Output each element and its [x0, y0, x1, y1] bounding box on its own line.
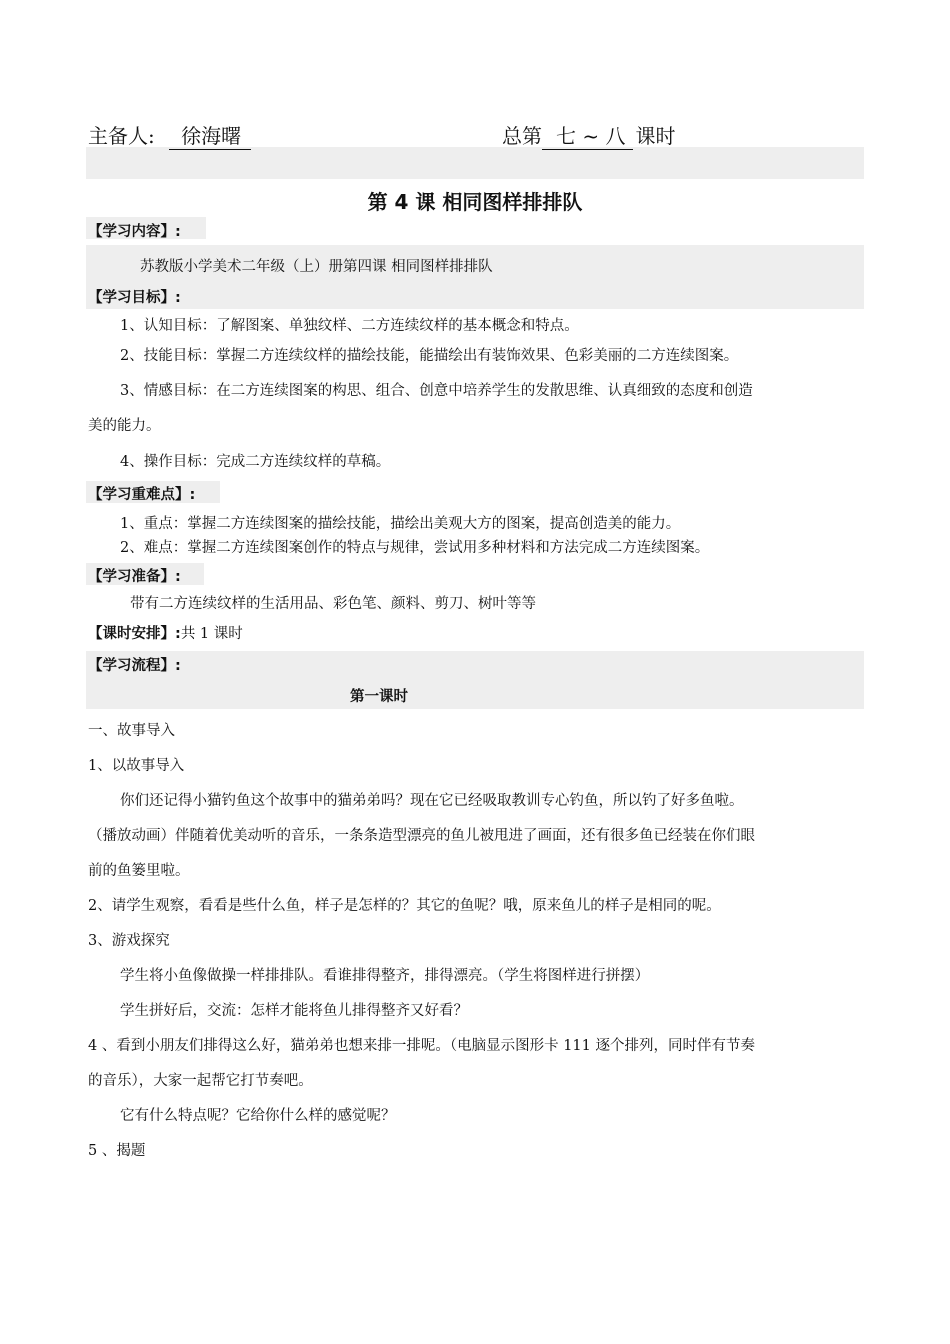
- keypoints-heading: 【学习重难点】:: [88, 487, 196, 503]
- body-line: 学生拼好后，交流：怎样才能将鱼儿排得整齐又好看？: [120, 1003, 468, 1019]
- content-heading: 【学习内容】:: [88, 224, 181, 240]
- schedule-text: 共 1 课时: [180, 626, 243, 642]
- body-line: 它有什么特点呢？它给你什么样的感觉呢？: [120, 1108, 396, 1124]
- content-text: 苏教版小学美术二年级（上）册第四课 相同图样排排队: [140, 259, 493, 275]
- keypoint-item: 2、难点：掌握二方连续图案创作的特点与规律，尝试用多种材料和方法完成二方连续图案。: [120, 540, 710, 556]
- body-line: （播放动画）伴随着优美动听的音乐，一条条造型漂亮的鱼儿被甩进了画面，还有很多鱼已经装在你们眼: [88, 828, 755, 844]
- preparer-label: 主备人:: [88, 124, 155, 148]
- schedule-line: [88, 622, 243, 643]
- process-heading: 【学习流程】:: [88, 658, 181, 674]
- body-line: 1、以故事导入: [88, 758, 185, 774]
- body-line: 5 、揭题: [88, 1143, 146, 1159]
- goals-heading: 【学习目标】:: [88, 290, 181, 306]
- preparation-heading: 【学习准备】:: [88, 569, 181, 585]
- body-line: 4 、看到小朋友们排得这么好，猫弟弟也想来排一排呢。（电脑显示图形卡 111 逐个排列，同时伴有节奏: [88, 1038, 755, 1054]
- period-title: 第一课时: [350, 689, 408, 705]
- header-shade-band: [86, 147, 864, 179]
- body-line: 前的鱼篓里啦。: [88, 863, 190, 879]
- lesson-title: 第 4 课 相同图样排排队: [367, 190, 583, 214]
- preparer-line: [88, 120, 251, 150]
- process-shade-band: [86, 651, 864, 709]
- goal-item: 2、技能目标：掌握二方连续纹样的描绘技能，能描绘出有装饰效果、色彩美丽的二方连续图案。: [120, 348, 739, 364]
- goal-item: 美的能力。: [88, 418, 161, 434]
- preparer-name: 徐海曙: [169, 120, 251, 150]
- total-periods-line: [502, 120, 675, 150]
- goal-item: 3、情感目标：在二方连续图案的构思、组合、创意中培养学生的发散思维、认真细致的态度和创造: [120, 383, 753, 399]
- schedule-heading: 【课时安排】:: [88, 626, 181, 642]
- goal-item: 4、操作目标：完成二方连续纹样的草稿。: [120, 454, 391, 470]
- body-line: 的音乐），大家一起帮它打节奏吧。: [88, 1073, 313, 1089]
- body-line: 3、游戏探究: [88, 933, 170, 949]
- goal-item: 1、认知目标：了解图案、单独纹样、二方连续纹样的基本概念和特点。: [120, 318, 579, 334]
- body-line: 2、请学生观察，看看是些什么鱼，样子是怎样的？其它的鱼呢？哦，原来鱼儿的样子是相同的呢。: [88, 898, 721, 914]
- body-line: 一、故事导入: [88, 723, 175, 739]
- keypoint-item: 1、重点：掌握二方连续图案的描绘技能，描绘出美观大方的图案，提高创造美的能力。: [120, 516, 681, 532]
- preparation-text: 带有二方连续纹样的生活用品、彩色笔、颜料、剪刀、树叶等等: [130, 596, 536, 612]
- body-line: 你们还记得小猫钓鱼这个故事中的猫弟弟吗？现在它已经吸取教训专心钓鱼，所以钓了好多鱼啦。: [120, 793, 744, 809]
- total-label-post: 课时: [635, 124, 676, 148]
- body-line: 学生将小鱼像做操一样排排队。看谁排得整齐，排得漂亮。（学生将图样进行拼摆）: [120, 968, 650, 984]
- total-periods-value: 七 ~ 八: [542, 120, 633, 150]
- total-label-pre: 总第: [502, 124, 542, 148]
